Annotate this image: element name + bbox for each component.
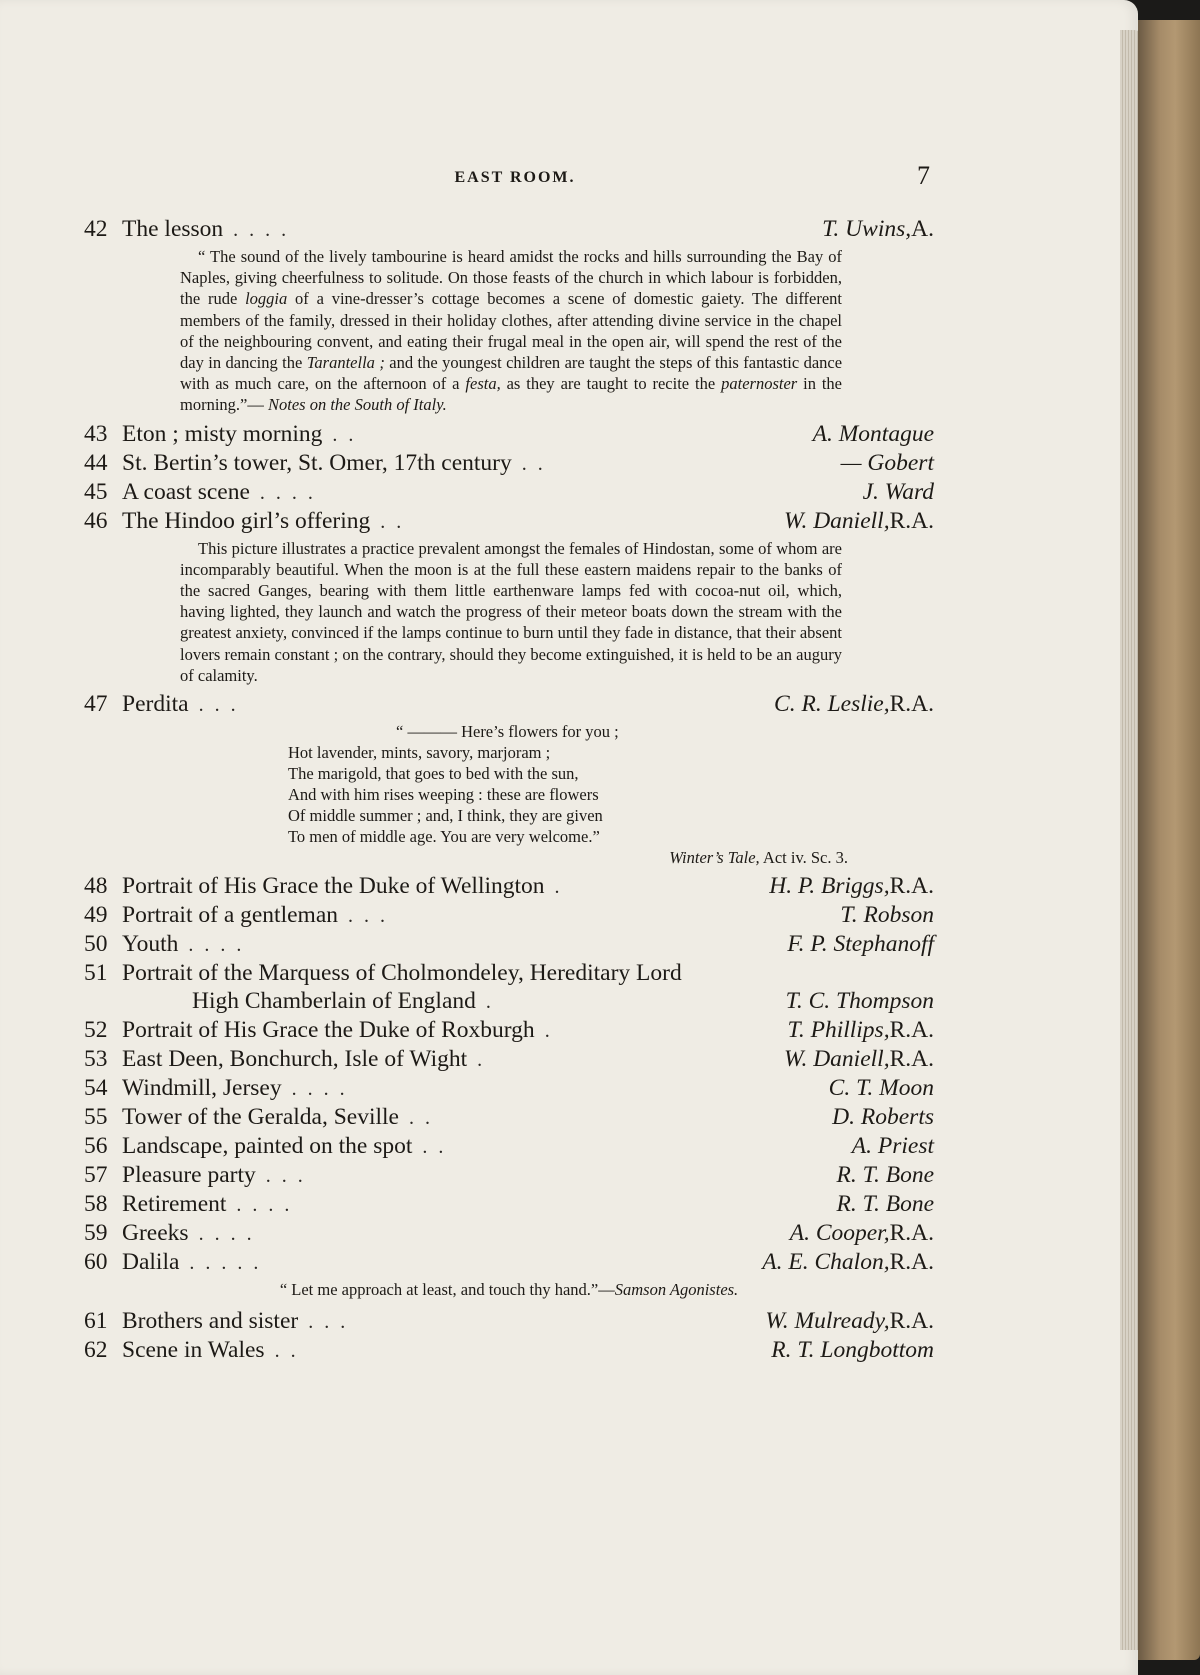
catalogue-entry — [84, 901, 934, 930]
quote-text: “ Let me approach at least, and touch thy hand.”— — [279, 1280, 615, 1300]
note-text: This picture illustrates a practice prevalent amongst the females of Hindostan, some of whom are incomparably beautiful. When the moon is at the full these eastern maidens repair to the banks of the sacred Ganges, bearing with them little earthenware lamps fed with cocoa-nut oil, which, having lighted, they launch and watch the progress of their meteor boats down the stream with the greatest anxiety, convinced if the lamps continue to burn until they fade in distance, that their absent lovers remain constant ; on the contrary, should they become extinguished, it is held to be an augury of calamity. — [180, 538, 842, 685]
note-text: as they are taught to recite the — [506, 374, 716, 394]
entry-title: Brothers and sister — [122, 1308, 299, 1335]
leader-dots: . . . . . — [189, 1252, 262, 1275]
catalogue-entry — [84, 690, 934, 719]
leader-dots: . — [485, 991, 494, 1014]
entry-title: Dalila — [122, 1249, 180, 1276]
leader-dots: . . . — [198, 694, 239, 717]
catalogue-entry — [84, 930, 934, 959]
page-number: 7 — [917, 161, 930, 190]
entry-artist: T. Phillips, — [787, 1017, 890, 1044]
note-italic: festa, — [465, 374, 501, 394]
catalogue-entry — [84, 420, 934, 449]
entry-title: Greeks — [122, 1220, 189, 1247]
catalogue-entry — [84, 449, 934, 478]
catalogue-entry — [84, 1219, 934, 1248]
entry-number: 49 — [84, 902, 108, 929]
catalogue-entry — [84, 1161, 934, 1190]
entry-title: Portrait of the Marquess of Cholmondeley, Hereditary Lord — [122, 960, 682, 987]
entry-number: 52 — [84, 1017, 108, 1044]
entry-artist: A. Cooper, — [789, 1220, 890, 1247]
entry-title: Windmill, Jersey — [122, 1075, 282, 1102]
entry-number: 56 — [84, 1133, 108, 1160]
entry-title: Retirement — [122, 1191, 227, 1218]
entry-honour: R.A. — [889, 507, 934, 534]
poem-line: And with him rises weeping : these are flowers — [288, 785, 599, 805]
entry-title: Portrait of His Grace the Duke of Wellington — [122, 873, 545, 900]
entry-number: 59 — [84, 1220, 108, 1247]
entry-title: Scene in Wales — [122, 1337, 265, 1364]
entry-number: 62 — [84, 1337, 108, 1364]
attribution-work: Winter’s Tale, — [669, 848, 760, 868]
entry-number: 58 — [84, 1191, 108, 1218]
note-italic: Tarantella ; — [306, 353, 385, 373]
quote-source: Samson Agonistes. — [614, 1280, 739, 1300]
entry-title-continued: High Chamberlain of England — [192, 988, 476, 1015]
entry-honour: R.A. — [889, 1046, 934, 1073]
entry-artist: F. P. Stephanoff — [787, 931, 934, 958]
leader-dots: . . . . — [188, 934, 245, 957]
catalogue-entry — [84, 872, 934, 901]
entry-number: 42 — [84, 216, 108, 242]
note-italic: paternoster — [721, 374, 798, 394]
catalogue-entry — [84, 1336, 934, 1365]
entry-honour: R.A. — [889, 1308, 934, 1335]
catalogue-entry — [84, 1132, 934, 1161]
entry-artist: R. T. Bone — [836, 1191, 934, 1218]
catalogue-entry — [84, 478, 934, 507]
catalogue-entry — [84, 215, 934, 244]
entry-note-perdita — [288, 721, 848, 868]
entry-artist: T. C. Thompson — [785, 988, 934, 1015]
catalogue-entry — [84, 1307, 934, 1336]
entry-title: Portrait of His Grace the Duke of Roxburgh — [122, 1017, 535, 1044]
entry-title: A coast scene — [122, 478, 250, 505]
poem-line: Of middle summer ; and, I think, they are given — [288, 806, 603, 826]
poem-line: The marigold, that goes to bed with the sun, — [288, 764, 579, 784]
note-text: of a vine-dresser’s cottage becomes a scene of domestic gaiety. The different members of the family, dressed in their holiday clothes, after attending divine service in the chapel of the neighbouring convent, and eating their frugal meal in the open air, will spend the rest of the day in dancing the — [180, 289, 842, 373]
entry-honour: R.A. — [889, 1220, 934, 1247]
leader-dots: . . . . — [198, 1223, 255, 1246]
leader-dots: . . — [332, 423, 357, 446]
catalogue-entry — [84, 507, 934, 536]
entry-title: Tower of the Geralda, Seville — [122, 1104, 399, 1131]
entry-number: 61 — [84, 1308, 108, 1335]
entry-title: Landscape, painted on the spot — [122, 1133, 413, 1160]
leader-dots: . . . — [348, 905, 388, 928]
catalogue-entry — [84, 1103, 934, 1132]
entry-artist: R. T. Longbottom — [771, 1337, 934, 1364]
leader-dots: . . . — [265, 1165, 306, 1188]
entry-number: 51 — [84, 960, 108, 987]
entry-artist: T. Uwins, — [822, 216, 912, 242]
entry-honour: R.A. — [889, 873, 934, 900]
entry-number: 48 — [84, 873, 108, 900]
entry-artist: W. Daniell, — [784, 507, 890, 534]
entry-note-hindoo — [180, 538, 842, 686]
leader-dots: . . . . — [236, 1194, 293, 1217]
entry-title: Portrait of a gentleman — [122, 902, 338, 929]
entry-title: The Hindoo girl’s offering — [122, 507, 371, 534]
entry-number: 45 — [84, 478, 108, 505]
poem-line: Hot lavender, mints, savory, marjoram ; — [288, 743, 551, 763]
leader-dots: . . — [274, 1340, 299, 1363]
entry-artist: C. R. Leslie, — [774, 691, 890, 718]
entry-number: 60 — [84, 1249, 108, 1276]
catalogue-entry — [84, 1045, 934, 1074]
entry-artist: D. Roberts — [832, 1104, 934, 1131]
entry-honour: A. — [911, 216, 934, 242]
entry-number: 57 — [84, 1162, 108, 1189]
entry-number: 46 — [84, 507, 108, 534]
leader-dots: . — [554, 876, 563, 899]
leader-dots: . . — [380, 510, 405, 533]
note-text: in the morning.”— — [180, 374, 843, 415]
catalogue-entry — [84, 959, 934, 987]
leader-dots: . . — [521, 452, 546, 475]
leader-dots: . . . . — [233, 219, 290, 241]
entry-honour: R.A. — [889, 1017, 934, 1044]
note-italic: loggia — [245, 289, 288, 309]
leader-dots: . . . — [308, 1311, 349, 1334]
entry-artist: T. Robson — [840, 902, 934, 929]
entry-number: 47 — [84, 691, 108, 718]
entry-artist: J. Ward — [862, 478, 934, 505]
entry-artist: W. Mulready, — [765, 1308, 890, 1335]
entry-note-lesson — [180, 246, 842, 416]
entry-artist: A. Montague — [812, 420, 934, 447]
entry-artist: R. T. Bone — [836, 1162, 934, 1189]
entry-number: 50 — [84, 931, 108, 958]
entry-note-dalila — [84, 1279, 934, 1301]
catalogue-entry — [84, 1016, 934, 1045]
entry-number: 43 — [84, 420, 108, 447]
entry-title: The lesson — [122, 216, 224, 242]
entry-number: 44 — [84, 449, 108, 476]
note-text: and the youngest children are taught the steps of this fantastic dance with as much care, on the afternoon of a — [180, 353, 843, 394]
leader-dots: . . . . — [291, 1078, 348, 1101]
catalogue-entry — [84, 1074, 934, 1103]
entry-artist: — Gobert — [840, 449, 934, 476]
entry-artist: A. E. Chalon, — [762, 1249, 890, 1276]
leader-dots: . . . . — [259, 481, 316, 504]
running-title: EAST ROOM. — [454, 169, 576, 186]
poem-line: “ ——— Here’s flowers for you ; — [396, 722, 619, 742]
entry-title: Youth — [122, 931, 179, 958]
poem-attribution — [288, 847, 848, 868]
book-cover-edge — [1138, 20, 1200, 1660]
entry-artist: H. P. Briggs, — [769, 873, 890, 900]
entry-honour: R.A. — [889, 691, 934, 718]
entry-artist: W. Daniell, — [784, 1046, 890, 1073]
entry-honour: R.A. — [889, 1249, 934, 1276]
entry-number: 53 — [84, 1046, 108, 1073]
page-header — [100, 161, 930, 197]
entry-title: St. Bertin’s tower, St. Omer, 17th century — [122, 449, 512, 476]
catalogue-entry-continued — [84, 987, 934, 1016]
entry-artist: C. T. Moon — [828, 1075, 934, 1102]
leader-dots: . . — [409, 1107, 433, 1130]
catalogue-entry — [84, 1248, 934, 1277]
leader-dots: . . — [422, 1136, 447, 1159]
entry-number: 54 — [84, 1075, 108, 1102]
leader-dots: . — [477, 1049, 486, 1072]
entry-title: Pleasure party — [122, 1162, 256, 1189]
entry-artist: A. Priest — [851, 1133, 934, 1160]
catalogue-entry — [84, 1190, 934, 1219]
entry-number: 55 — [84, 1104, 108, 1131]
attribution-act: Act iv. Sc. 3. — [762, 848, 848, 868]
note-text: “ The sound of the lively tambourine is heard amidst the rocks and hills surrounding the Bay of Naples, giving cheerfulness to solitude. On those feasts of the church in which labour is forbidden, the rude — [180, 247, 842, 309]
entry-title: East Deen, Bonchurch, Isle of Wight — [122, 1046, 468, 1073]
leader-dots: . — [544, 1020, 553, 1043]
entry-list — [84, 215, 934, 1365]
note-source: Notes on the South of Italy. — [268, 395, 447, 415]
poem-line: To men of middle age. You are very welcome.” — [288, 827, 600, 847]
entry-title: Perdita — [122, 691, 189, 718]
entry-title: Eton ; misty morning — [122, 420, 323, 447]
